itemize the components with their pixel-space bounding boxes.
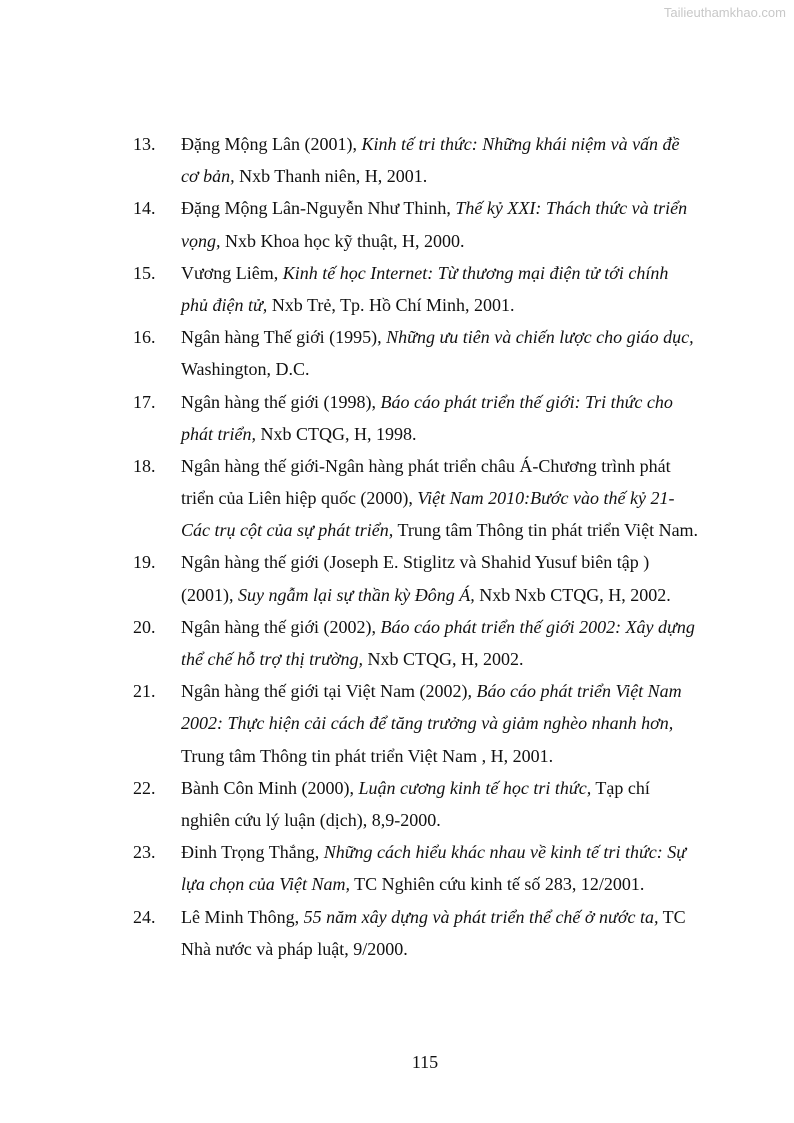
reference-text: triển của Liên hiệp quốc (2000), [181,488,418,509]
reference-title-text: vọng, [181,230,221,251]
reference-text: Nxb Thanh niên, H, 2001. [234,166,428,187]
reference-text: (2001), [181,584,238,605]
reference-text: Nxb Nxb CTQG, H, 2002. [474,584,671,605]
reference-title-text: Kinh tế học Internet: Từ thương mại điện tử tới chính [282,262,669,283]
reference-title-text: Những cách hiểu khác nhau về kinh tế tri thức: Sự [323,842,687,863]
reference-title-text: lựa chọn của Việt Nam, [181,874,350,895]
reference-line [0,579,794,611]
reference-line [0,418,794,450]
reference-line [0,901,794,933]
reference-title-text: Luận cương kinh tế học tri thức, [358,777,592,798]
reference-number: 13. [133,134,156,154]
reference-line [0,643,794,675]
watermark: Tailieuthamkhao.com [663,5,786,20]
reference-text: Nhà nước và pháp luật, 9/2000. [181,938,408,959]
reference-line [0,225,794,257]
reference-line [0,707,794,739]
reference-title-text: Báo cáo phát triển thế giới 2002: Xây dựng [380,616,695,637]
reference-text: Nxb Khoa học kỹ thuật, H, 2000. [220,230,465,251]
reference-text: Washington, D.C. [181,359,310,380]
reference-line [0,804,794,836]
reference-number: 20. [133,616,156,637]
reference-text: Lê Minh Thông, [181,906,304,927]
reference-line [0,321,794,353]
reference-text: Vương Liêm, [181,262,283,283]
reference-number: 22. [133,777,156,798]
reference-text: Ngân hàng thế giới (1998), [181,391,381,412]
reference-title-text: Kinh tế tri thức: Những khái niệm và vấn đề [361,134,680,154]
reference-title-text: cơ bản, [181,166,235,187]
reference-text: Ngân hàng thế giới (Joseph E. Stiglitz và Shahid Yusuf biên tập ) [181,552,650,573]
reference-title-text: 55 năm xây dựng và phát triển thể chế ở nước ta, [303,906,659,927]
reference-title-text: Những ưu tiên và chiến lược cho giáo dục, [386,327,694,348]
reference-line [0,514,794,546]
reference-number: 14. [133,198,156,219]
reference-text: Ngân hàng thế giới-Ngân hàng phát triển châu Á-Chương trình phát [181,455,671,476]
reference-line [0,160,794,192]
reference-text: Tạp chí [591,777,650,798]
reference-number: 18. [133,455,156,476]
reference-line [0,192,794,224]
reference-number: 17. [133,391,156,412]
reference-title-text: phát triển, [181,423,256,444]
reference-title-text: , Báo cáo phát triển Việt Nam [467,681,682,702]
reference-text: Trung tâm Thông tin phát triển Việt Nam , H, 2001. [181,745,554,766]
reference-line [0,675,794,707]
reference-line [0,836,794,868]
reference-line [0,289,794,321]
reference-line [0,772,794,804]
reference-title-text: thể chế hỗ trợ thị trường, [181,649,364,669]
reference-number: 19. [133,552,156,573]
reference-title-text: Các trụ cột của sự phát triển, [181,520,394,541]
reference-title-text: Thế kỷ XXI: Thách thức và triển [455,198,688,219]
page-number: 115 [411,1052,439,1072]
reference-text: Ngân hàng thế giới tại Việt Nam (2002) [181,681,468,702]
reference-text: Đinh Trọng Thắng, [181,842,324,863]
reference-line [0,482,794,514]
reference-list [0,128,794,965]
reference-line [0,868,794,900]
reference-number: 21. [133,681,156,702]
reference-line [0,611,794,643]
reference-text: Trung tâm Thông tin phát triển Việt Nam. [393,520,699,541]
reference-text: Đặng Mộng Lân (2001), [181,134,362,154]
reference-text: TC [658,906,686,927]
reference-line [0,933,794,965]
reference-number: 15. [133,262,156,283]
reference-title-text: 2002: Thực hiện cải cách để tăng trưởng và giảm nghèo nhanh hơn, [181,713,674,734]
reference-line [0,128,794,160]
reference-text: Ngân hàng Thế giới (1995), [181,327,387,348]
reference-line [0,740,794,772]
reference-title-text: Báo cáo phát triển thế giới: Tri thức cho [380,391,673,412]
reference-line [0,450,794,482]
reference-text: Nxb Trẻ, Tp. Hồ Chí Minh, 2001. [267,294,515,315]
reference-number: 16. [133,327,156,348]
reference-text: Nxb CTQG, H, 2002. [363,649,524,669]
reference-text: Nxb CTQG, H, 1998. [256,423,417,444]
reference-line [0,546,794,578]
reference-line [0,386,794,418]
reference-line [0,257,794,289]
reference-title-text: Việt Nam 2010:Bước vào thế kỷ 21- [417,488,675,509]
reference-text: TC Nghiên cứu kinh tế số 283, 12/2001. [349,874,645,895]
reference-text: Ngân hàng thế giới (2002), [181,616,381,637]
reference-text: nghiên cứu lý luận (dịch), 8,9-2000. [181,809,441,830]
reference-number: 24. [133,906,156,927]
reference-line [0,353,794,385]
reference-number: 23. [133,842,156,863]
reference-text: Đặng Mộng Lân-Nguyễn Như Thinh, [181,198,456,219]
reference-title-text: Suy ngẫm lại sự thần kỳ Đông Á, [238,584,475,605]
reference-title-text: phủ điện tử, [181,294,268,315]
reference-text: Bành Côn Minh (2000), [181,777,359,798]
